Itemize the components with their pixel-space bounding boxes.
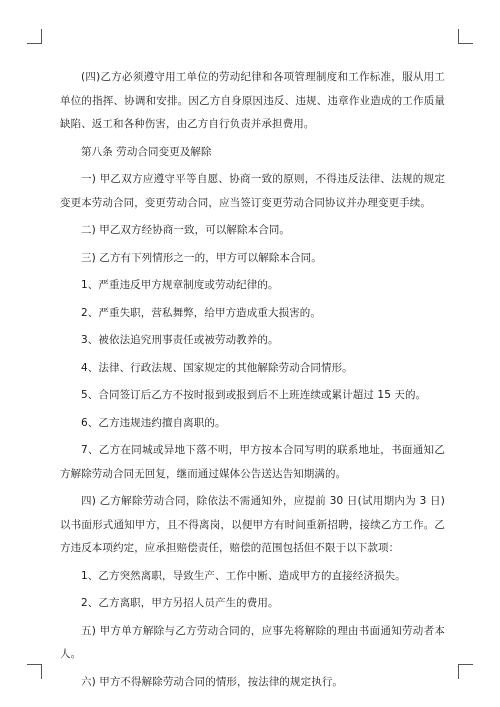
paragraph-item-5: 五) 甲方单方解除与乙方劳动合同的，应事先将解除的理由书面通知劳动者本人。 — [60, 624, 445, 660]
list-item: 5、合同签订后乙方不按时报到或报到后不上班连续或累计超过 15 天的。 — [81, 389, 427, 401]
crop-mark-bottom-left — [27, 664, 42, 679]
section-heading-article-8: 第八条 劳动合同变更及解除 — [81, 145, 212, 158]
list-item: 6、乙方违规违约擅自离职的。 — [81, 416, 226, 429]
crop-mark-top-right — [458, 29, 473, 44]
paragraph-item-1: 一) 甲乙双方应遵守平等自愿、协商一致的原则，不得违反法律、法规的规定变更本劳动合同，变更劳动合同，应当签订变更劳动合同协议并办理变更手续。 — [60, 173, 445, 209]
list-item: 4、法律、行政法规、国家规定的其他解除劳动合同情形。 — [81, 361, 353, 374]
list-item: 2、乙方离职，甲方另招人员产生的费用。 — [81, 597, 279, 609]
crop-mark-bottom-right — [458, 664, 473, 679]
crop-mark-top-left — [27, 29, 42, 44]
list-item: 1、严重违反甲方规章制度或劳动纪律的。 — [81, 279, 279, 291]
list-item: 3、被依法追究刑事责任或被劳动教养的。 — [81, 334, 279, 346]
list-item: 7、乙方在同城或异地下落不明，甲方按本合同写明的联系地址，书面通知乙方解除劳动合同无回复，继而通过媒体公告送达告知期满的。 — [60, 444, 445, 480]
paragraph-item-3: 三) 乙方有下列情形之一的，甲方可以解除本合同。 — [81, 251, 322, 264]
document-body — [60, 66, 445, 694]
paragraph-item-2: 二) 甲乙双方经协商一致，可以解除本合同。 — [81, 224, 291, 236]
paragraph-clause-4: (四)乙方必须遵守用工单位的劳动纪律和各项管理制度和工作标准，服从用工单位的指挥、协调和安排。因乙方自身原因违反、违规、违章作业造成的工作质量缺陷、返工和各种伤害，由乙方自行负责并承担费用。 — [60, 71, 445, 130]
list-item: 2、严重失职，营私舞弊，给甲方造成重大损害的。 — [81, 306, 321, 319]
paragraph-item-4: 四) 乙方解除劳动合同，除依法不需通知外，应提前 30 日(试用期内为 3 日)以书面形式通知甲方，且不得离岗，以便甲方有时间重新招聘，接续乙方工作。乙方违反本项约定，应承担赔偿责任，赔偿的范围包括但不限于以下款项： — [60, 495, 445, 554]
paragraph-item-6: 六) 甲方不得解除劳动合同的情形，按法律的规定执行。 — [81, 675, 344, 688]
list-item: 1、乙方突然离职，导致生产、工作中断、造成甲方的直接经济损失。 — [81, 569, 406, 582]
